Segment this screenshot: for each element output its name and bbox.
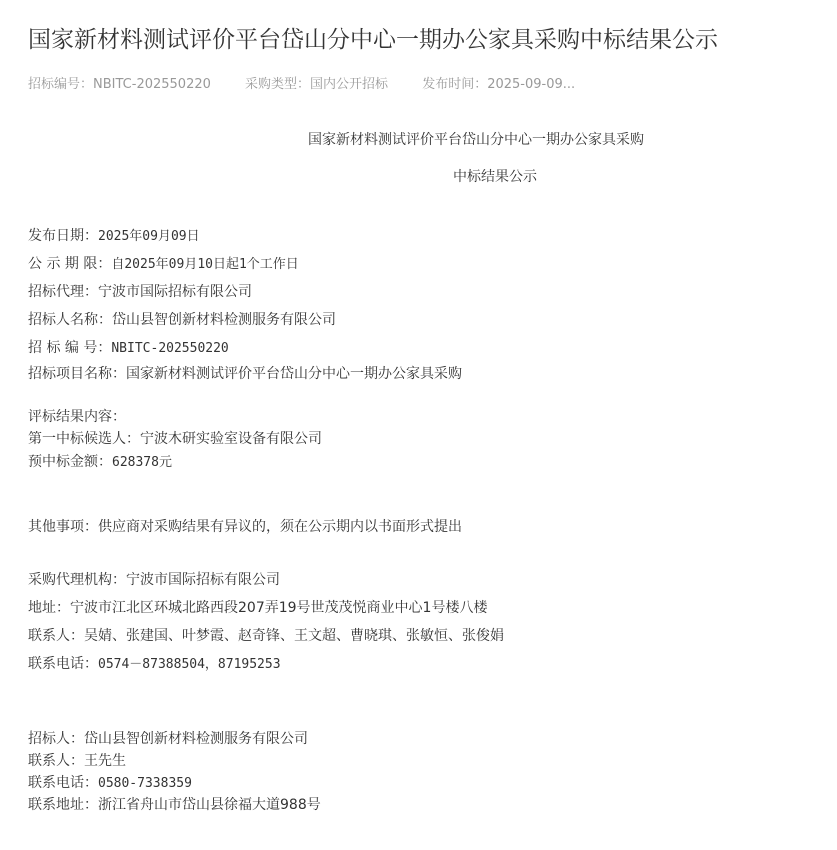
page-title: 国家新材料测试评价平台岱山分中心一期办公家具采购中标结果公示 — [28, 27, 718, 53]
meta-type — [245, 75, 388, 95]
tenderer-contact-value: 王先生 — [84, 753, 126, 769]
contacts-label: 联系人： — [28, 628, 84, 644]
meta-bid-no-label: 招标编号： — [28, 77, 94, 92]
tenderer-label: 招标人名称： — [28, 312, 112, 328]
amount-value: 628378元 — [112, 455, 172, 470]
tenderer2-label: 招标人： — [28, 731, 84, 747]
agent-label: 招标代理： — [28, 284, 98, 300]
meta-bar — [28, 75, 575, 95]
amount-label: 预中标金额： — [28, 454, 112, 470]
meta-bid-no-value: NBITC-202550220 — [93, 77, 211, 92]
address-line — [28, 598, 487, 618]
meta-date — [422, 75, 575, 95]
period-label: 公 示 期 限： — [28, 256, 112, 272]
tenderer-phone-value: 0580-7338359 — [98, 776, 192, 791]
project-label: 招标项目名称： — [28, 366, 126, 382]
bid-no-line — [28, 338, 229, 359]
address-label: 地址： — [28, 600, 70, 616]
meta-date-value: 2025-09-09... — [487, 77, 576, 92]
meta-type-value: 国内公开招标 — [310, 77, 389, 92]
doc-title-line1: 国家新材料测试评价平台岱山分中心一期办公家具采购 — [308, 132, 644, 148]
tenderer-contact-line — [28, 751, 126, 771]
tenderer-phone-label: 联系电话： — [28, 775, 98, 791]
tenderer-address-line — [28, 795, 321, 815]
project-line — [28, 364, 462, 384]
agent-value: 宁波市国际招标有限公司 — [98, 284, 252, 300]
publish-date-value: 2025年09月09日 — [98, 229, 200, 244]
period-line — [28, 254, 299, 275]
agent-line — [28, 282, 252, 302]
meta-bid-no — [28, 75, 211, 95]
other-label: 其他事项： — [28, 519, 98, 535]
amount-line — [28, 452, 172, 473]
tenderer-value: 岱山县智创新材料检测服务有限公司 — [112, 312, 336, 328]
contacts-line — [28, 626, 504, 646]
candidate-value: 宁波木研实验室设备有限公司 — [140, 431, 322, 447]
agency-phone-line — [28, 654, 281, 675]
bid-no-label: 招 标 编 号： — [28, 340, 112, 356]
result-heading: 评标结果内容： — [28, 409, 126, 425]
tenderer-address-value: 浙江省舟山市岱山县徐福大道988号 — [98, 797, 321, 813]
other-line — [28, 517, 462, 537]
publish-date-label: 发布日期： — [28, 228, 98, 244]
doc-title-line2: 中标结果公示 — [453, 169, 537, 185]
period-value: 自2025年09月10日起1个工作日 — [111, 257, 299, 272]
tenderer-phone-line — [28, 773, 192, 794]
tenderer2-line — [28, 729, 308, 749]
meta-date-label: 发布时间： — [422, 77, 488, 92]
tenderer-address-label: 联系地址： — [28, 797, 98, 813]
bid-no-value: NBITC-202550220 — [111, 341, 229, 356]
agency-phone-value: 0574－87388504，87195253 — [98, 657, 281, 672]
tenderer-line — [28, 310, 336, 330]
agency-label: 采购代理机构： — [28, 572, 126, 588]
project-value: 国家新材料测试评价平台岱山分中心一期办公家具采购 — [126, 366, 462, 382]
agency-phone-label: 联系电话： — [28, 656, 98, 672]
other-value: 供应商对采购结果有异议的，须在公示期内以书面形式提出 — [98, 519, 462, 535]
contacts-value: 吴婧、张建国、叶梦霞、赵奇锋、王文超、曹晓琪、张敏恒、张俊娟 — [84, 628, 504, 644]
tenderer-contact-label: 联系人： — [28, 753, 84, 769]
agency-value: 宁波市国际招标有限公司 — [126, 572, 280, 588]
agency-line — [28, 570, 280, 590]
meta-type-label: 采购类型： — [245, 77, 311, 92]
candidate-label: 第一中标候选人： — [28, 431, 140, 447]
tenderer2-value: 岱山县智创新材料检测服务有限公司 — [84, 731, 308, 747]
publish-date-line — [28, 226, 200, 247]
candidate-line — [28, 429, 322, 449]
address-value: 宁波市江北区环城北路西段207弄19号世茂茂悦商业中心1号楼八楼 — [70, 600, 488, 616]
